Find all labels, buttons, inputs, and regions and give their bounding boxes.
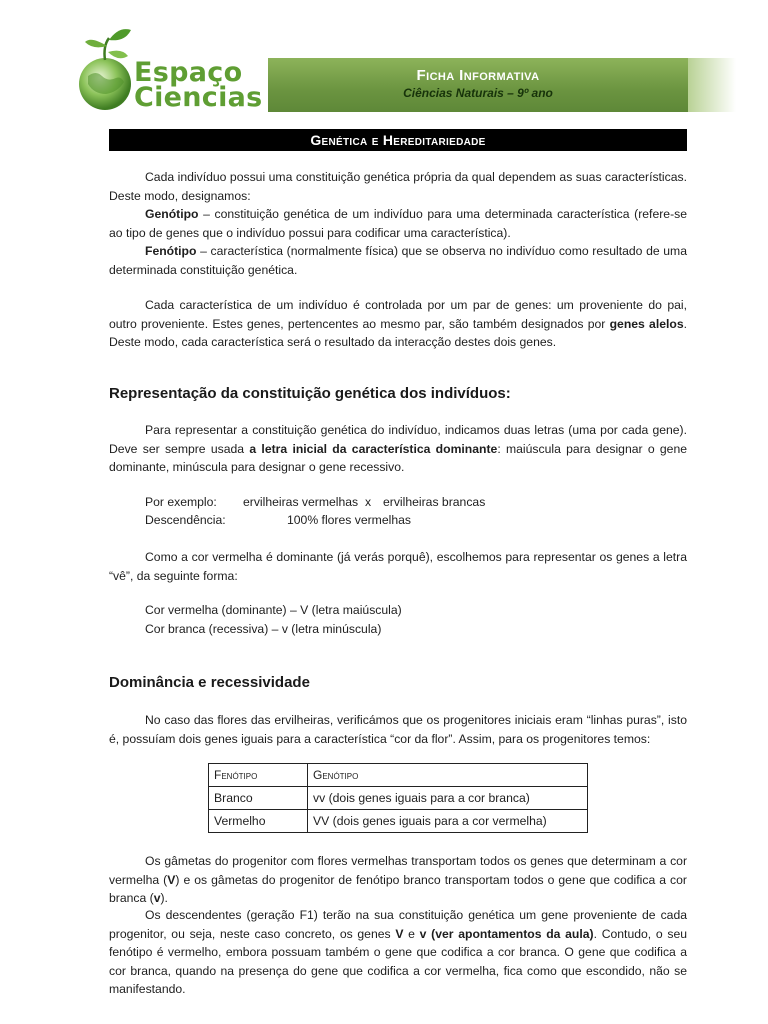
- rep-p1-b: : maiúscula para designar o gene dominante, minúscula para designar o gene recessivo.: [109, 441, 688, 474]
- fenotipo-definition: [109, 242, 687, 279]
- genotipo-text: – constituição genética de um indivíduo para uma determinada característica (refere-se ao tipo de genes que o indivíduo possui para codificar uma característica).: [109, 207, 687, 240]
- intro-p2-b: . Deste modo, cada característica será o resultado da interacção destes dois genes.: [109, 316, 688, 349]
- desc-b: . Contudo, o seu fenótipo é vermelho, embora possuam também o gene que codifica a cor branca. O gene que codifica a cor branca, quando na presença do gene que codifica a cor vermelha, fica como que escondido, não se manifestando.: [109, 926, 688, 996]
- gam-c: ).: [160, 891, 168, 905]
- table-row: [209, 810, 588, 833]
- table-cell: vv (dois genes iguais para a cor branca): [308, 787, 588, 810]
- letra-inicial-term: a letra inicial da característica dominante: [249, 441, 498, 456]
- genes-alelos-term: genes alelos: [609, 316, 684, 331]
- logo-wordmark: [134, 57, 263, 113]
- banner-fade: [688, 58, 736, 112]
- desc-e: e: [403, 926, 420, 941]
- table-header-fenotipo: Fenótipo: [209, 764, 308, 787]
- table-cell: VV (dois genes iguais para a cor vermelha): [308, 810, 588, 833]
- header-banner: [268, 58, 688, 112]
- desc-a: Os descendentes (geração F1) terão na sua constituição genética um gene proveniente de cada progenitor, ou seja, neste caso concreto, os genes: [109, 908, 687, 941]
- table-cell: Vermelho: [209, 810, 308, 833]
- gene-V-bold: V: [167, 872, 176, 887]
- intro-p2-a: Cada característica de um indivíduo é controlada por um par de genes: um proveniente do pai, outro proveniente. Estes genes, pertencentes ao mesmo par, são também designados por: [109, 298, 687, 331]
- representacao-paragraph: [109, 421, 687, 477]
- example-cross-b: ervilheiras brancas: [383, 495, 486, 509]
- heading-representacao: Representação da constituição genética dos indivíduos:: [109, 385, 511, 402]
- genotipo-term: Genótipo: [145, 207, 199, 221]
- example-cross-x: x: [365, 495, 372, 509]
- banner-subtitle: Ciências Naturais – 9º ano: [403, 86, 553, 100]
- section-title-text: Genética e Hereditariedade: [310, 132, 486, 148]
- line-cor-branca: Cor branca (recessiva) – v (letra minúscula): [145, 622, 382, 636]
- table-header-genotipo: Genótipo: [308, 764, 588, 787]
- descendentes-paragraph: [109, 906, 687, 999]
- example-label: Por exemplo:: [145, 495, 217, 509]
- table-row: [209, 787, 588, 810]
- intro-paragraph-1: Cada indivíduo possui uma constituição genética própria da qual dependem as suas características. Deste modo, designamos:: [109, 170, 687, 203]
- genotype-table: [208, 763, 588, 833]
- intro-paragraph-2: [109, 296, 687, 352]
- desc-V: V: [395, 926, 404, 941]
- heading-dominancia: Dominância e recessividade: [109, 674, 310, 691]
- example-cross-a: ervilheiras vermelhas: [243, 495, 359, 509]
- genotipo-definition: [109, 205, 687, 242]
- rep-p1-a: Para representar a constituição genética do indivíduo, indicamos duas letras (uma por cada gene). Deve ser sempre usada: [109, 423, 687, 456]
- banner-title: Ficha Informativa: [416, 67, 540, 84]
- gam-b: ) e os gâmetas do progenitor de fenótipo branco transportam todos o gene que codifica a cor branca (: [109, 872, 687, 905]
- cor-vermelha-paragraph: Como a cor vermelha é dominante (já verás porquê), escolhemos para representar os genes a letra “vê”, da seguinte forma:: [109, 550, 687, 583]
- table-cell: Branco: [209, 787, 308, 810]
- fenotipo-term: Fenótipo: [145, 244, 197, 258]
- table-header-row: [209, 764, 588, 787]
- line-cor-vermelha: Cor vermelha (dominante) – V (letra maiúscula): [145, 603, 402, 617]
- dominancia-paragraph: No caso das flores das ervilheiras, verificámos que os progenitores iniciais eram “linhas puras”, isto é, possuíam dois genes iguais para a característica “cor da flor”. Assim, para os progenitores temos:: [109, 713, 687, 746]
- gam-a: Os gâmetas do progenitor com flores vermelhas transportam todos os genes que determinam a cor vermelha (: [109, 854, 687, 887]
- logo-line-1: Espaço: [134, 57, 243, 88]
- espaco-ciencias-logo: [74, 24, 270, 116]
- section-title: [109, 129, 687, 151]
- apontamentos-bold: v (ver apontamentos da aula): [419, 926, 594, 941]
- gene-v-bold: v: [153, 891, 161, 905]
- descendencia-value: 100% flores vermelhas: [287, 513, 411, 527]
- fenotipo-text: – característica (normalmente física) que se observa no indivíduo como resultado de uma determinada constituição genética.: [109, 244, 687, 277]
- gametas-paragraph: [109, 852, 687, 908]
- descendencia-label: Descendência:: [145, 513, 226, 527]
- logo-line-2: Ciencias: [134, 82, 263, 113]
